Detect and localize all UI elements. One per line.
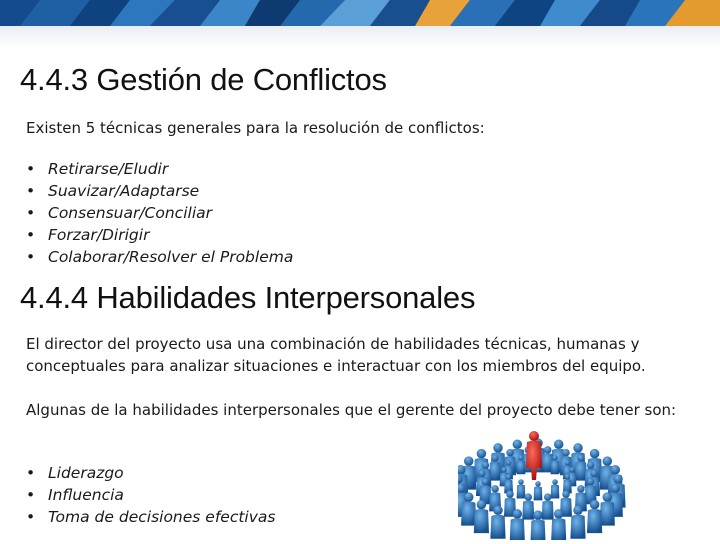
- list-item: • Suavizar/Adaptarse: [26, 182, 200, 200]
- section1-intro: Existen 5 técnicas generales para la resolución de conflictos:: [26, 119, 485, 137]
- crowd-figure: [517, 479, 526, 498]
- bullet-icon: •: [26, 160, 36, 178]
- banner-fade: [0, 26, 720, 48]
- bullet-icon: •: [26, 508, 36, 526]
- conflict-techniques-list: [26, 158, 293, 268]
- bullet-icon: •: [26, 248, 36, 266]
- interpersonal-skills-list: [26, 462, 275, 528]
- crowd-figure: [587, 500, 602, 533]
- list-item: • Consensuar/Conciliar: [26, 204, 212, 222]
- crowd-figure: [474, 500, 489, 533]
- list-item: • Retirarse/Eludir: [26, 160, 169, 178]
- bullet-icon: •: [26, 464, 36, 482]
- section2-paragraph-1: El director del proyecto usa una combinación de habilidades técnicas, humanas y conceptuales para analizar situaciones e interactuar con los miembros del equipo.: [26, 335, 646, 375]
- banner-pattern: [0, 0, 720, 26]
- section2-title: 4.4.4 Habilidades Interpersonales: [20, 280, 476, 315]
- leader-figure: [526, 431, 542, 480]
- bullet-icon: •: [26, 226, 36, 244]
- list-item: • Forzar/Dirigir: [26, 226, 150, 244]
- list-item: • Liderazgo: [26, 464, 124, 482]
- section1-title: 4.4.3 Gestión de Conflictos: [20, 62, 387, 97]
- crowd-figure: [551, 479, 560, 498]
- list-item: • Colaborar/Resolver el Problema: [26, 248, 294, 266]
- bullet-icon: •: [26, 182, 36, 200]
- leader-crowd-image: [458, 428, 638, 540]
- team-leader-icon: [458, 428, 638, 540]
- bullet-icon: •: [26, 204, 36, 222]
- list-item: • Influencia: [26, 486, 124, 504]
- crowd-figure: [534, 481, 543, 500]
- bullet-icon: •: [26, 486, 36, 504]
- section2-paragraph-2: Algunas de la habilidades interpersonales que el gerente del proyecto debe tener son:: [26, 401, 677, 419]
- list-item: • Toma de decisiones efectivas: [26, 508, 276, 526]
- header-banner: [0, 0, 720, 26]
